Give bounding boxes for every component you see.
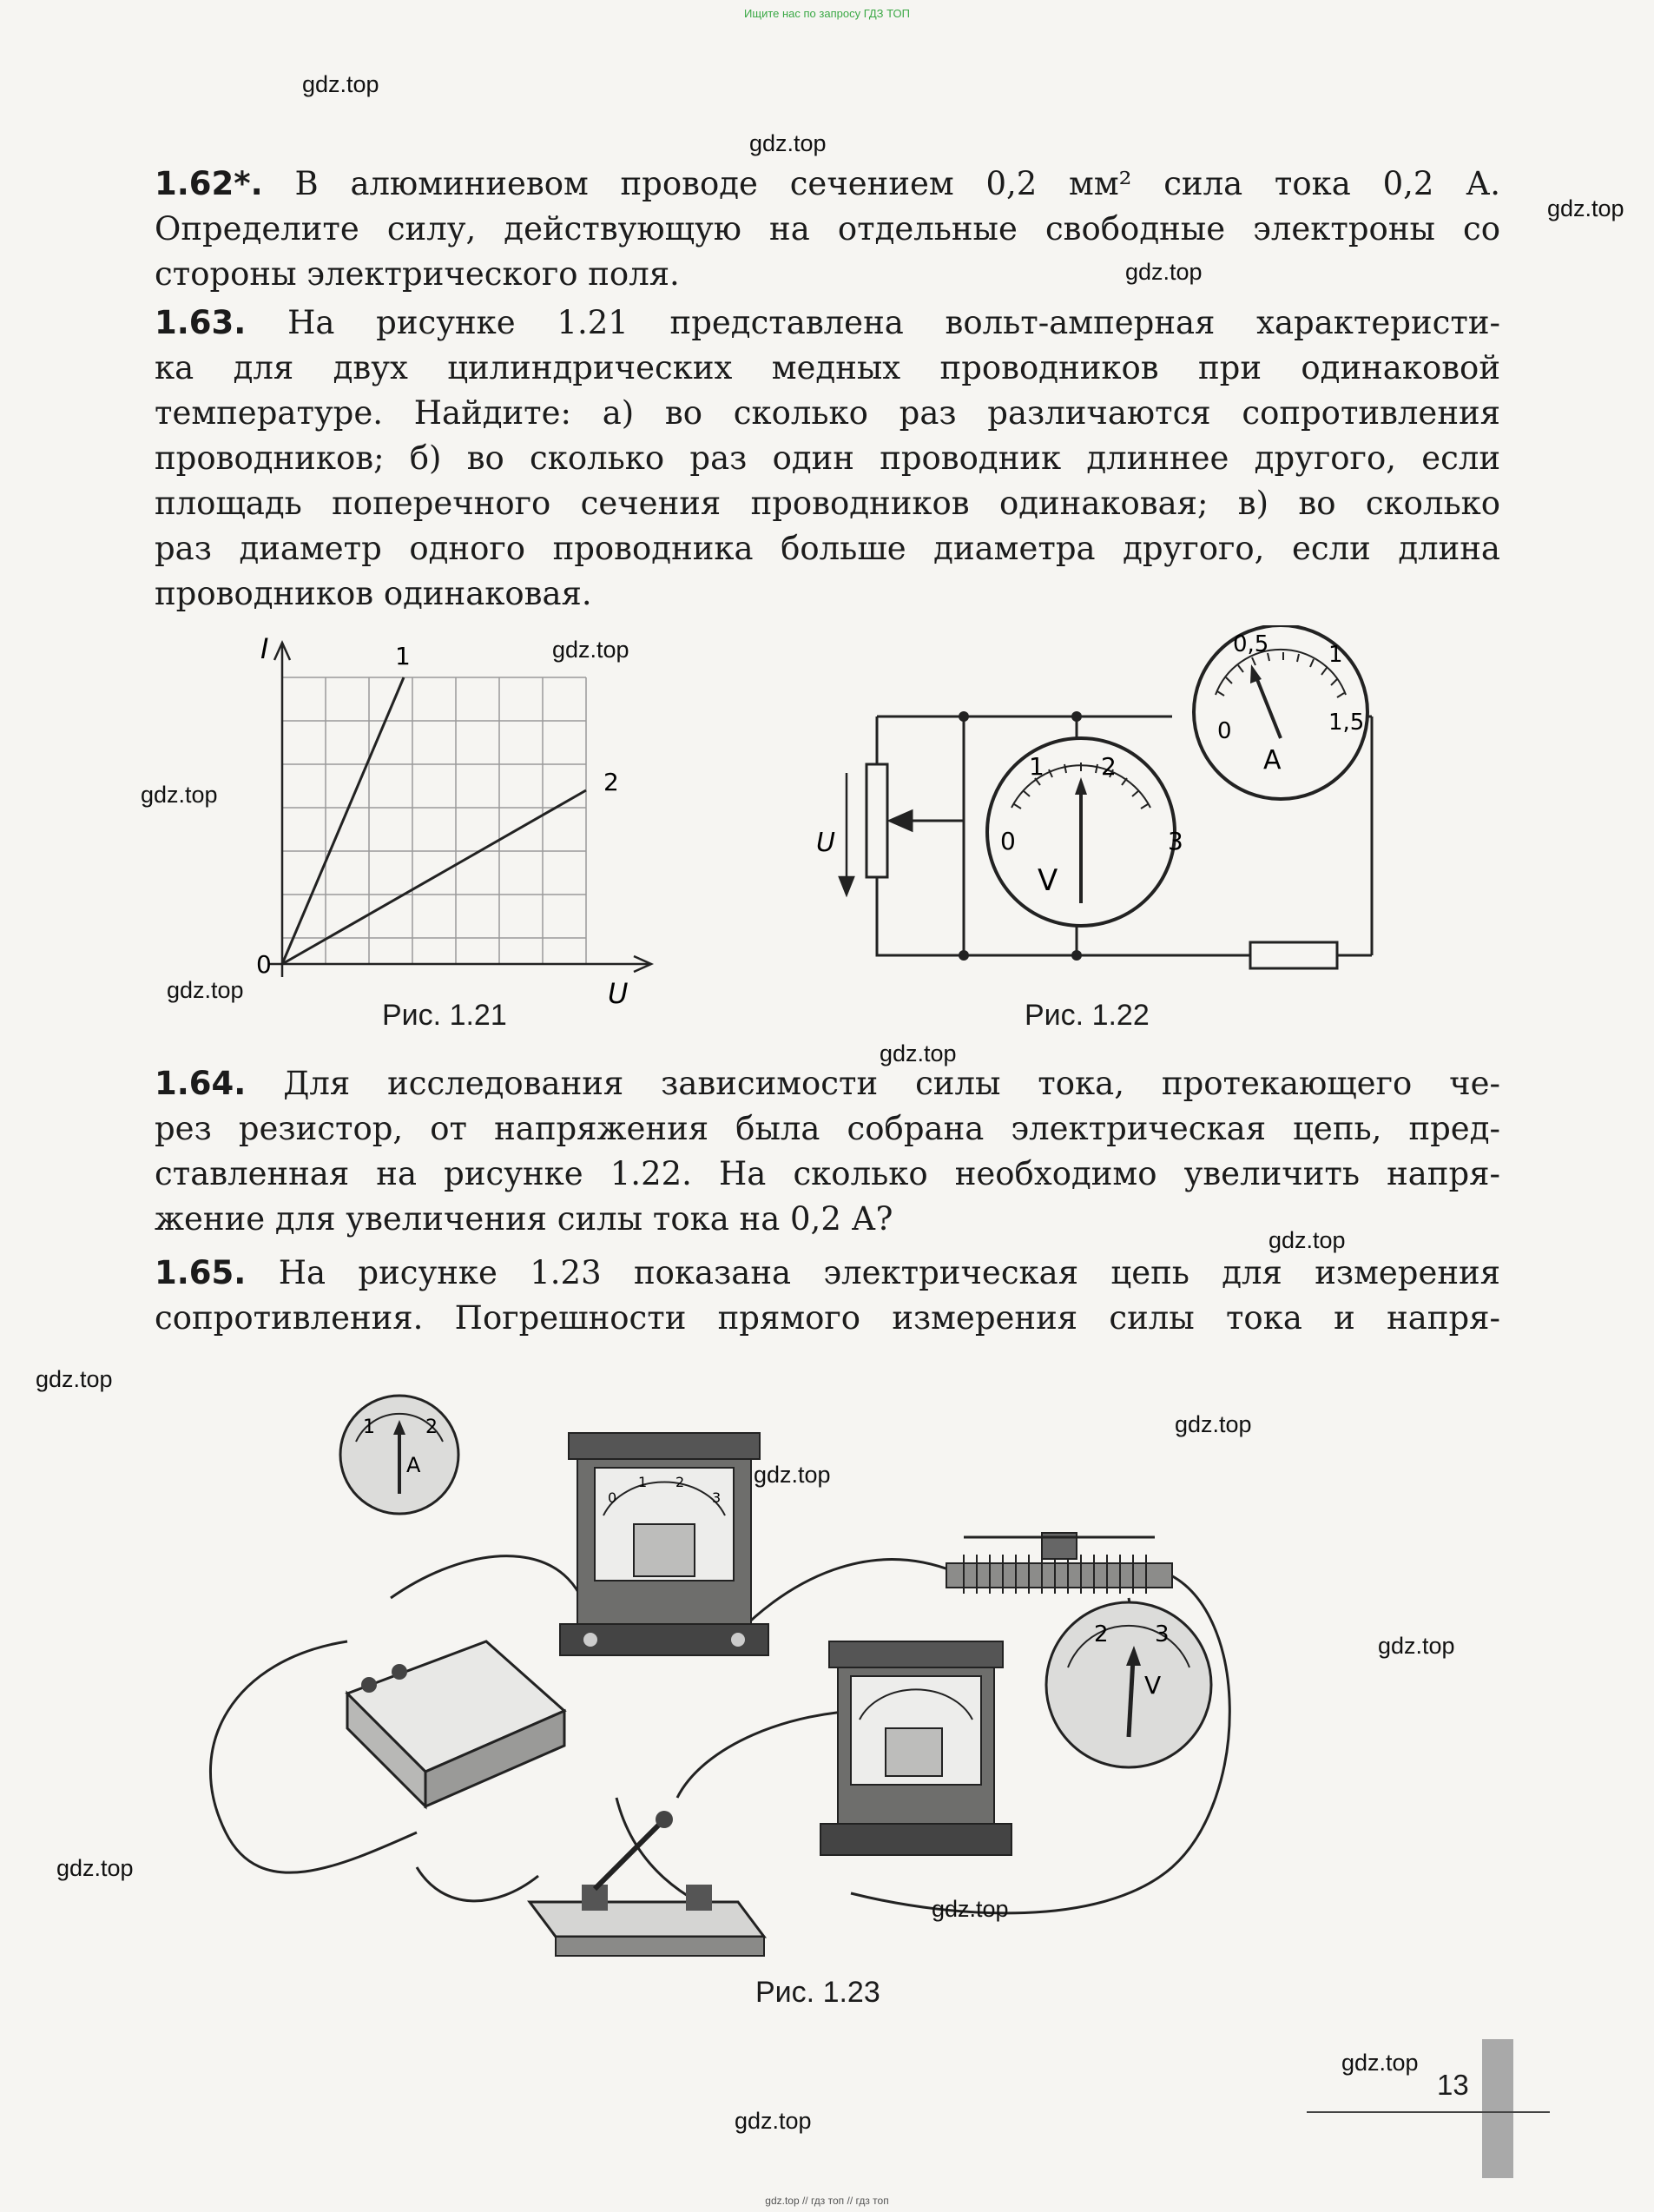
svg-text:0,5: 0,5	[1233, 631, 1269, 657]
problem-number: 1.63.	[155, 304, 247, 341]
watermark: gdz.top	[1125, 259, 1203, 285]
watermark: gdz.top	[56, 1855, 134, 1881]
axis-label-u: U	[608, 977, 629, 1007]
power-supply	[347, 1641, 564, 1806]
watermark: gdz.top	[1547, 195, 1624, 221]
svg-text:2: 2	[1101, 752, 1117, 781]
voltage-label: U	[816, 828, 835, 858]
figure-1-22	[764, 625, 1441, 1007]
rheostat	[946, 1533, 1172, 1594]
problem-1-64: 1.64. Для исследования зависимости силы тока, протекающего че- рез резистор, от напряжения была собрана электрическая цепь, пред- ставленная на рисунке 1.22. На сколько необходимо увеличить напря- жение для увеличения силы тока на 0,2 А?	[155, 1065, 1501, 1238]
problem-number: 1.65.	[155, 1254, 247, 1291]
line-1-label: 1	[395, 642, 411, 670]
watermark: gdz.top	[141, 782, 218, 808]
voltmeter-device	[820, 1641, 1012, 1855]
problem-number: 1.64.	[155, 1065, 247, 1102]
line-2-label: 2	[603, 768, 619, 796]
caption-fig-1-23: Рис. 1.23	[755, 1976, 880, 2009]
problem-1-65: 1.65. На рисунке 1.23 показана электрическая цепь для измерения сопротивления. Погрешности прямого измерения силы тока и напря-	[155, 1254, 1500, 1337]
svg-text:1: 1	[1328, 642, 1343, 668]
voltmeter	[987, 738, 1183, 926]
svg-text:0: 0	[608, 1489, 617, 1506]
problem-1-62: 1.62*. В алюминиевом проводе сечением 0,2 мм² сила тока 0,2 А. Определите силу, действующую на отдельные свободные электроны со стороны электрического поля.	[155, 165, 1501, 293]
svg-text:2: 2	[675, 1474, 685, 1490]
ammeter	[1194, 625, 1367, 799]
watermark: gdz.top	[880, 1040, 957, 1066]
watermark: gdz.top	[1341, 2050, 1419, 2076]
ammeter-symbol: А	[1263, 745, 1282, 776]
svg-text:3: 3	[712, 1489, 722, 1506]
caption-fig-1-22: Рис. 1.22	[1025, 999, 1150, 1032]
watermark: gdz.top	[1378, 1633, 1455, 1659]
svg-text:0: 0	[1217, 718, 1232, 744]
svg-text:3: 3	[1155, 1621, 1170, 1647]
watermark: gdz.top	[754, 1462, 831, 1488]
watermark: gdz.top	[167, 977, 244, 1003]
axis-label-i: I	[260, 632, 269, 665]
svg-text:2: 2	[425, 1416, 438, 1438]
ammeter-device	[560, 1433, 768, 1655]
figure-1-21	[217, 625, 703, 1007]
watermark: gdz.top	[735, 2108, 812, 2134]
origin-label: 0	[256, 950, 272, 979]
watermark: gdz.top	[552, 637, 629, 663]
voltmeter-symbol: V	[1038, 863, 1058, 898]
caption-fig-1-21: Рис. 1.21	[382, 999, 507, 1032]
watermark: gdz.top	[36, 1366, 113, 1392]
top-banner: Ищите нас по запросу ГДЗ ТОП	[744, 7, 910, 20]
page-number-rule	[1307, 2111, 1550, 2113]
problem-number: 1.62*.	[155, 165, 263, 202]
svg-text:1,5: 1,5	[1328, 710, 1365, 736]
dial-a	[340, 1396, 458, 1514]
problem-1-63: 1.63. На рисунке 1.21 представлена вольт-амперная характеристи- ка для двух цилиндрических медных проводников при одинаковой температуре. Найдите: а) во сколько раз различаются сопротивления проводников; б) во сколько раз один проводник длиннее другого, если площадь поперечного сечения проводников одинаковая; в) во сколько раз диаметр одного проводника больше диаметра другого, если длина проводников одинаковая.	[155, 304, 1500, 612]
watermark: gdz.top	[302, 71, 379, 97]
watermark: gdz.top	[932, 1896, 1009, 1922]
svg-text:А: А	[406, 1453, 421, 1477]
svg-text:2: 2	[1094, 1621, 1109, 1647]
svg-text:1: 1	[638, 1474, 648, 1490]
svg-text:V: V	[1144, 1671, 1162, 1700]
watermark: gdz.top	[1269, 1227, 1346, 1253]
bottom-banner: gdz.top // гдз топ // гдз топ	[765, 2195, 889, 2207]
knife-switch	[530, 1811, 764, 1956]
svg-text:3: 3	[1168, 827, 1183, 855]
watermark: gdz.top	[749, 130, 827, 156]
svg-text:0: 0	[1000, 827, 1016, 855]
page-edge-tab	[1482, 2039, 1513, 2178]
watermark: gdz.top	[1175, 1411, 1252, 1437]
svg-text:1: 1	[363, 1416, 375, 1438]
svg-text:1: 1	[1029, 752, 1044, 781]
page-number: 13	[1437, 2069, 1469, 2101]
dial-v	[1046, 1602, 1211, 1767]
